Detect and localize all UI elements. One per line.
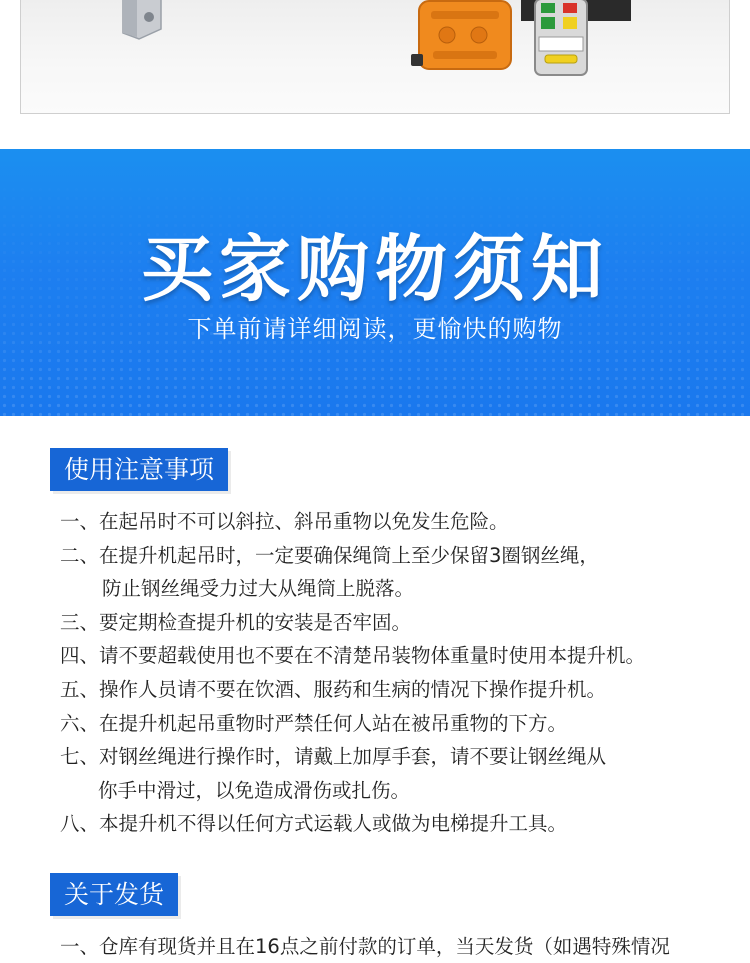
wall-bracket-image bbox=[101, 0, 181, 44]
list-item: 一、在起吊时不可以斜拉、斜吊重物以免发生危险。 bbox=[60, 510, 509, 533]
usage-notes-heading: 使用注意事项 bbox=[50, 448, 228, 491]
list-item: 七、对钢丝绳进行操作时，请戴上加厚手套，请不要让钢丝绳从 bbox=[60, 745, 607, 769]
banner-subtitle: 下单前请详细阅读，更愉快的购物 bbox=[187, 315, 563, 343]
usage-notes-list bbox=[60, 505, 740, 841]
wireless-remote-image bbox=[521, 0, 631, 79]
list-item: 三、要定期检查提升机的安装是否牢固。 bbox=[60, 610, 412, 634]
list-item-continuation: 你手中滑过，以免造成滑伤或扎伤。 bbox=[98, 778, 411, 802]
list-item: 五、操作人员请不要在饮酒、服药和生病的情况下操作提升机。 bbox=[60, 677, 607, 701]
list-item: 二、在提升机起吊时，一定要确保绳筒上至少保留3圈钢丝绳， bbox=[60, 543, 599, 567]
list-item: 四、请不要超载使用也不要在不清楚吊装物体重量时使用本提升机。 bbox=[60, 644, 646, 668]
buyer-notice-banner bbox=[0, 149, 750, 416]
list-item-continuation: 防止钢丝绳受力过大从绳筒上脱落。 bbox=[102, 577, 415, 601]
orange-pendant-control-image bbox=[411, 0, 521, 79]
product-photo bbox=[20, 0, 730, 114]
list-item: 八、本提升机不得以任何方式运载人或做为电梯提升工具。 bbox=[60, 812, 568, 836]
shipping-item: 一、仓库有现货并且在16点之前付款的订单，当天发货（如遇特殊情况 bbox=[60, 935, 670, 958]
shipping-heading: 关于发货 bbox=[50, 873, 178, 916]
list-item: 六、在提升机起吊重物时严禁任何人站在被吊重物的下方。 bbox=[60, 711, 568, 735]
banner-title: 买家购物须知 bbox=[140, 227, 609, 311]
